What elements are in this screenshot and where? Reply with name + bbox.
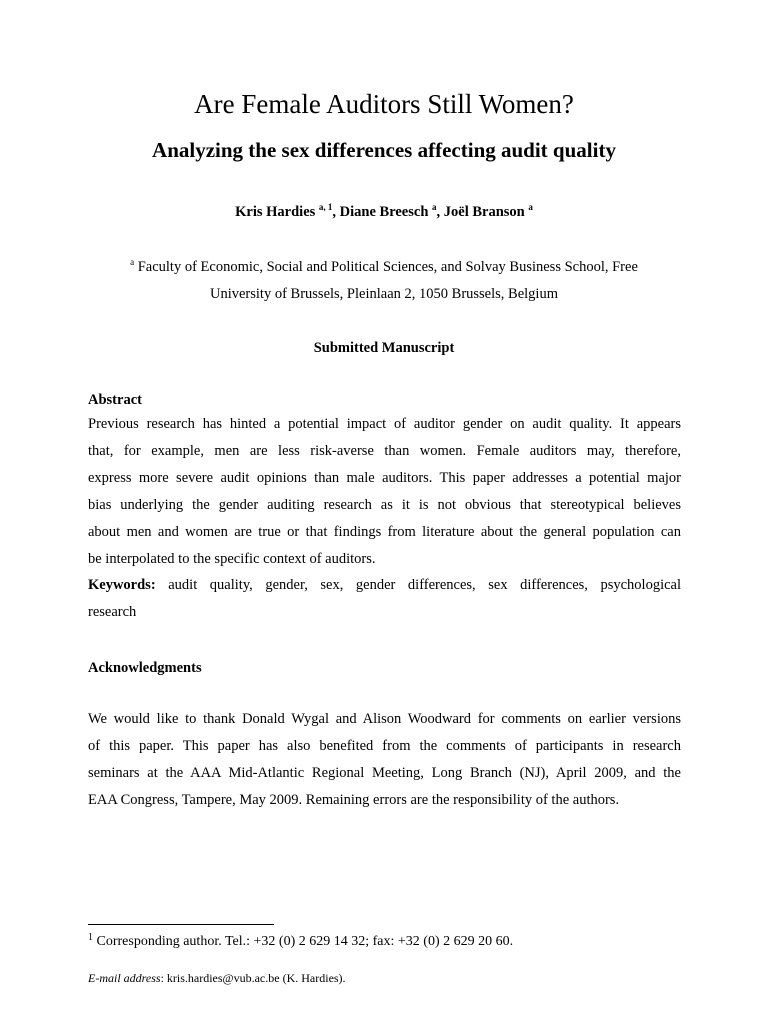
manuscript-status: Submitted Manuscript <box>313 340 455 356</box>
paper-title: Are Female Auditors Still Women? <box>194 89 574 119</box>
author-affiliation-mark: a <box>528 202 533 212</box>
affiliation-line: University of Brussels, Pleinlaan 2, 1050 Brussels, Belgium <box>210 286 558 302</box>
author-name: Kris Hardies <box>235 204 316 220</box>
keywords-label: Keywords: <box>88 577 156 593</box>
affiliation <box>0 254 768 308</box>
author-separator: , <box>332 204 340 220</box>
acknowledgments-line: seminars at the AAA Mid-Atlantic Regional Meeting, Long Branch (NJ), April 2009, and the <box>88 765 681 781</box>
abstract-line: express more severe audit opinions than male auditors. This paper addresses a potential major <box>88 470 681 486</box>
abstract-line: bias underlying the gender auditing research as it is not obvious that stereotypical believes <box>88 497 681 513</box>
acknowledgments-line: of this paper. This paper has also benefited from the comments of participants in research <box>88 738 681 754</box>
abstract-body <box>88 411 681 573</box>
author-affiliation-mark: a, 1 <box>318 202 333 212</box>
keywords <box>88 572 681 626</box>
footnote-mark: 1 <box>88 932 93 943</box>
paper-subtitle: Analyzing the sex differences affecting audit quality <box>152 138 616 162</box>
author-list <box>0 201 768 223</box>
author-separator: , <box>436 204 444 220</box>
author-affiliation-mark: a <box>432 202 437 212</box>
acknowledgments-line: We would like to thank Donald Wygal and Alison Woodward for comments on earlier versions <box>88 711 681 727</box>
abstract-line: be interpolated to the specific context of auditors. <box>88 551 376 567</box>
footnote <box>88 931 513 953</box>
author-name: Diane Breesch <box>339 204 429 220</box>
affiliation-mark: a <box>130 257 135 267</box>
affiliation-line: Faculty of Economic, Social and Political Sciences, and Solvay Business School, Free <box>137 259 638 275</box>
keywords-list: audit quality, gender, sex, gender differences, sex differences, psychological <box>168 577 682 593</box>
acknowledgments-body <box>88 706 681 814</box>
footnote-divider <box>88 924 274 925</box>
email-footnote <box>88 969 346 987</box>
footnote-text: Corresponding author. Tel.: +32 (0) 2 629 14 32; fax: +32 (0) 2 629 20 60. <box>96 934 514 949</box>
abstract-line: Previous research has hinted a potential impact of auditor gender on audit quality. It appears <box>88 416 681 432</box>
email-label: E-mail address <box>88 971 161 985</box>
email-value: : kris.hardies@vub.ac.be (K. Hardies). <box>160 971 346 985</box>
abstract-line: about men and women are true or that findings from literature about the general population can <box>88 524 681 540</box>
author-name: Joël Branson <box>443 204 525 220</box>
acknowledgments-heading: Acknowledgments <box>88 660 202 676</box>
abstract-line: that, for example, men are less risk-averse than women. Female auditors may, therefore, <box>88 443 681 459</box>
keywords-list-continued: research <box>88 604 137 620</box>
abstract-heading: Abstract <box>88 392 142 408</box>
acknowledgments-line: EAA Congress, Tampere, May 2009. Remaining errors are the responsibility of the authors. <box>88 792 620 808</box>
